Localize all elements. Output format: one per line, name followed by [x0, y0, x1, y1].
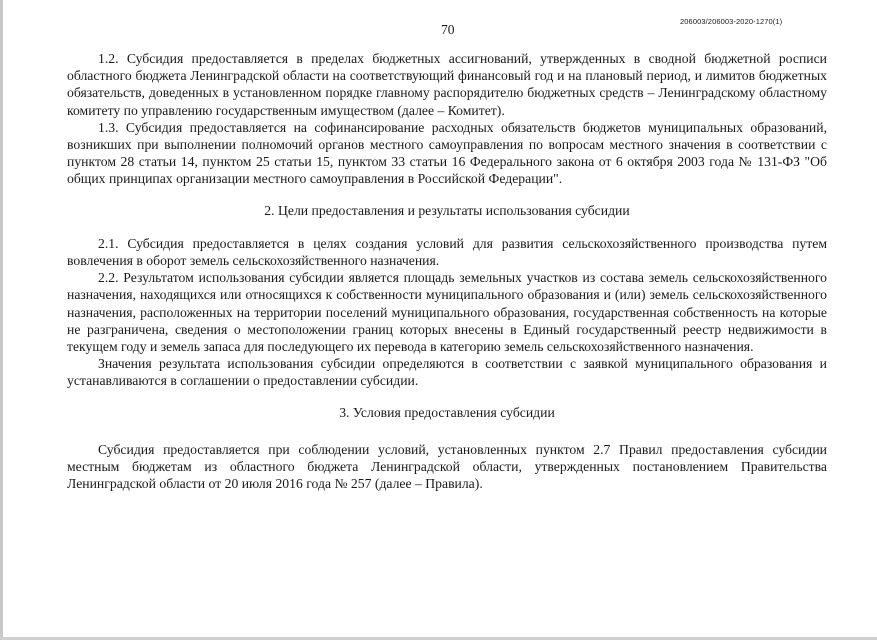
paragraph-2-2: 2.2. Результатом использования субсидии является площадь земельных участков из состава земель сельскохозяйственного назначения, находящихся или относящихся к собственности муниципального образования и (или) земель сельскохозяйственного назначения, расположенных на территории поселений муниципального образования, государственная собственность на которые не разграничена, сведения о местоположении границ которых внесены в Единый государственный реестр недвижимости в текущем году и земель запаса для последующего их перевода в категорию земель сельскохозяйственного назначения. — [67, 270, 827, 355]
document-code: 206003/206003-2020-1270(1) — [680, 17, 783, 26]
section-heading-3: 3. Условия предоставления субсидии — [339, 404, 555, 420]
paragraph-3-conditions: Субсидия предоставляется при соблюдении условий, установленных пунктом 2.7 Правил предоставления субсидии местным бюджетам из областного бюджета Ленинградской области, утвержденных постановлением Правительства Ленинградской области от 20 июля 2016 года № 257 (далее – Правила). — [67, 441, 827, 492]
paragraph-result-values: Значения результата использования субсидии определяются в соответствии с заявкой муниципального образования и устанавливаются в соглашении о предоставлении субсидии. — [67, 356, 827, 389]
paragraph-1-3: 1.3. Субсидия предоставляется на софинансирование расходных обязательств бюджетов муниципальных образований, возникших при выполнении полномочий органов местного самоуправления по вопросам местного значения в соответствии с пунктом 28 статьи 14, пунктом 25 статьи 15, пунктом 33 статьи 16 Федерального закона от 6 октября 2003 года № 131-ФЗ "Об общих принципах организации местного самоуправления в Российской Федерации". — [67, 119, 827, 187]
scan-edge-left — [0, 0, 3, 640]
page-number: 70 — [441, 22, 455, 37]
paragraph-2-1: 2.1. Субсидия предоставляется в целях создания условий для развития сельскохозяйственного производства путем вовлечения в оборот земель сельскохозяйственного назначения. — [67, 235, 827, 269]
paragraph-1-2: 1.2. Субсидия предоставляется в пределах бюджетных ассигнований, утвержденных в сводной бюджетной росписи областного бюджета Ленинградской области на соответствующий финансовый год и на плановый период, и лимитов бюджетных обязательств, доведенных в установленном порядке главному распорядителю бюджетных средств – Ленинградскому областному комитету по управлению государственным имуществом (далее – Комитет). — [67, 51, 827, 118]
document-body — [67, 50, 827, 492]
section-heading-2: 2. Цели предоставления и результаты использования субсидии — [264, 202, 630, 218]
